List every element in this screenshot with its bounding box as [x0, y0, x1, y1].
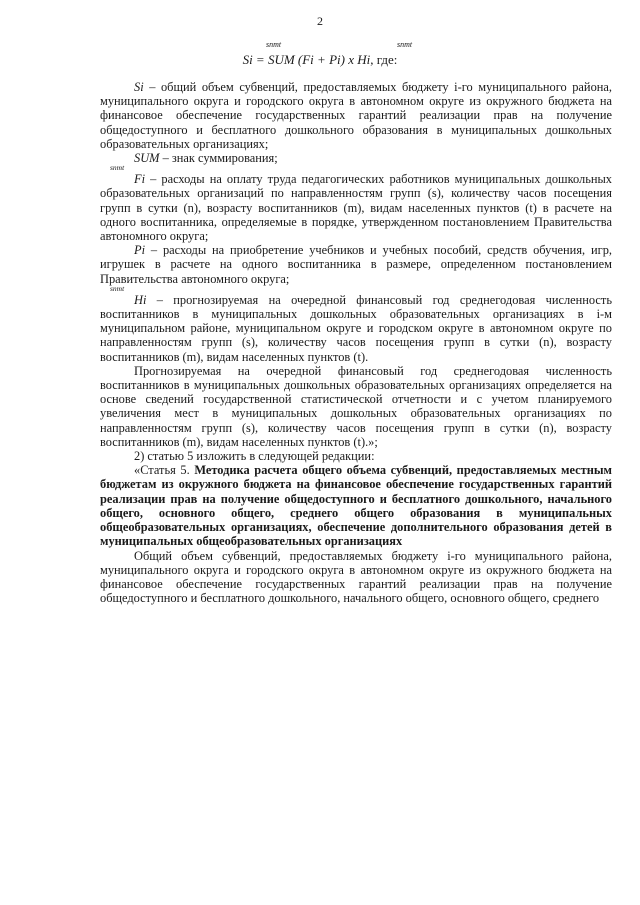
formula-suffix: , где: — [370, 52, 398, 67]
article-title: Методика расчета общего объема субвенций, предоставляемых местным бюджетам из окружного бюджета на финансовое обеспечение государственных гарантий реализации прав на получение общедоступного и бесплатного дошкольного, начального общего, основного общего, среднего общего образования в муниципальных общеобразовательных организациях, обеспечение дополнительного образования детей в муниципальных общеобразовательных организациях — [100, 463, 612, 549]
term-fi: Fi — [134, 172, 146, 187]
term-hi: Hi — [134, 292, 147, 307]
paragraph-sum — [100, 151, 612, 165]
text-si: – общий объем субвенций, предоставляемых бюджету i-го муниципального района, муниципального округа и городского округа в автономном округе из окружного бюджета на финансовое обеспечение государственных гарантий реализации прав на получение общедоступного и бесплатного дошкольного образования в муниципальных дошкольных образовательных организациях; — [100, 80, 612, 151]
paragraph-hi — [100, 293, 612, 364]
text-sum: – знак суммирования; — [159, 151, 278, 166]
paragraph-fi — [100, 172, 612, 243]
formula-expression: Si = SUM (Fi + Pi) x Hi — [242, 52, 371, 67]
text-pi: – расходы на приобретение учебников и учебных пособий, средств обучения, игр, игрушек в расчете на одного воспитанника в размере, определенном постановлением Правительства автономного округа; — [100, 243, 612, 286]
document-body — [100, 80, 612, 605]
paragraph-forecast: Прогнозируемая на очередной финансовый год среднегодовая численность воспитанников в муниципальных дошкольных образовательных организациях определяется на основе сведений государственной статистической отчетности и с учетом планируемого увеличения мест в муниципальных дошкольных образовательных организациях по направленностям групп (s), количеству часов посещения групп в сутки (n), возрасту воспитанников (m), видам населенных пунктов (t).»; — [100, 363, 612, 449]
paragraph-item-2: 2) статью 5 изложить в следующей редакции: — [134, 449, 375, 464]
superscript-hi: snmt — [110, 283, 125, 293]
text-hi: – прогнозируемая на очередной финансовый год среднегодовая численность воспитанников в муниципальных дошкольных образовательных организациях в i-м муниципальном районе, муниципальном округе и городском округе в автономном округе по направленностям групп (s), количеству часов посещения групп в сутки (n), возрасту воспитанников (m), видам населенных пунктов (t). — [100, 292, 612, 364]
text-fi: – расходы на оплату труда педагогических работников муниципальных дошкольных образовательных организаций по направленностям групп (s), количеству часов посещения групп в сутки (n), возрасту воспитанников (m), видам населенных пунктов (t) в расчете на одного воспитанника, определяемые в порядке, утвержденном постановлением Правительства автономного округа; — [100, 172, 612, 244]
superscript-fi: snmt — [110, 163, 125, 173]
paragraph-pi — [100, 243, 612, 286]
formula-superscript-1: snmt — [266, 40, 282, 49]
page-number: 2 — [317, 14, 323, 28]
paragraph-article-5 — [100, 463, 612, 548]
paragraph-si — [100, 80, 612, 151]
paragraph-total-volume: Общий объем субвенций, предоставляемых бюджету i-го муниципального района, муниципального округа и городского округа в автономном округе из окружного бюджета на финансовое обеспечение государственных гарантий реализации прав на получение общедоступного и бесплатного дошкольного, начального общего, основного общего, среднего — [100, 548, 612, 606]
term-sum: SUM — [134, 151, 160, 166]
formula-main — [0, 52, 640, 68]
term-pi: Pi — [134, 243, 146, 258]
article-prefix: «Статья 5. — [134, 463, 195, 478]
formula-superscript-2: snmt — [397, 40, 413, 49]
formula-block — [0, 38, 640, 74]
term-si: Si — [134, 80, 144, 94]
